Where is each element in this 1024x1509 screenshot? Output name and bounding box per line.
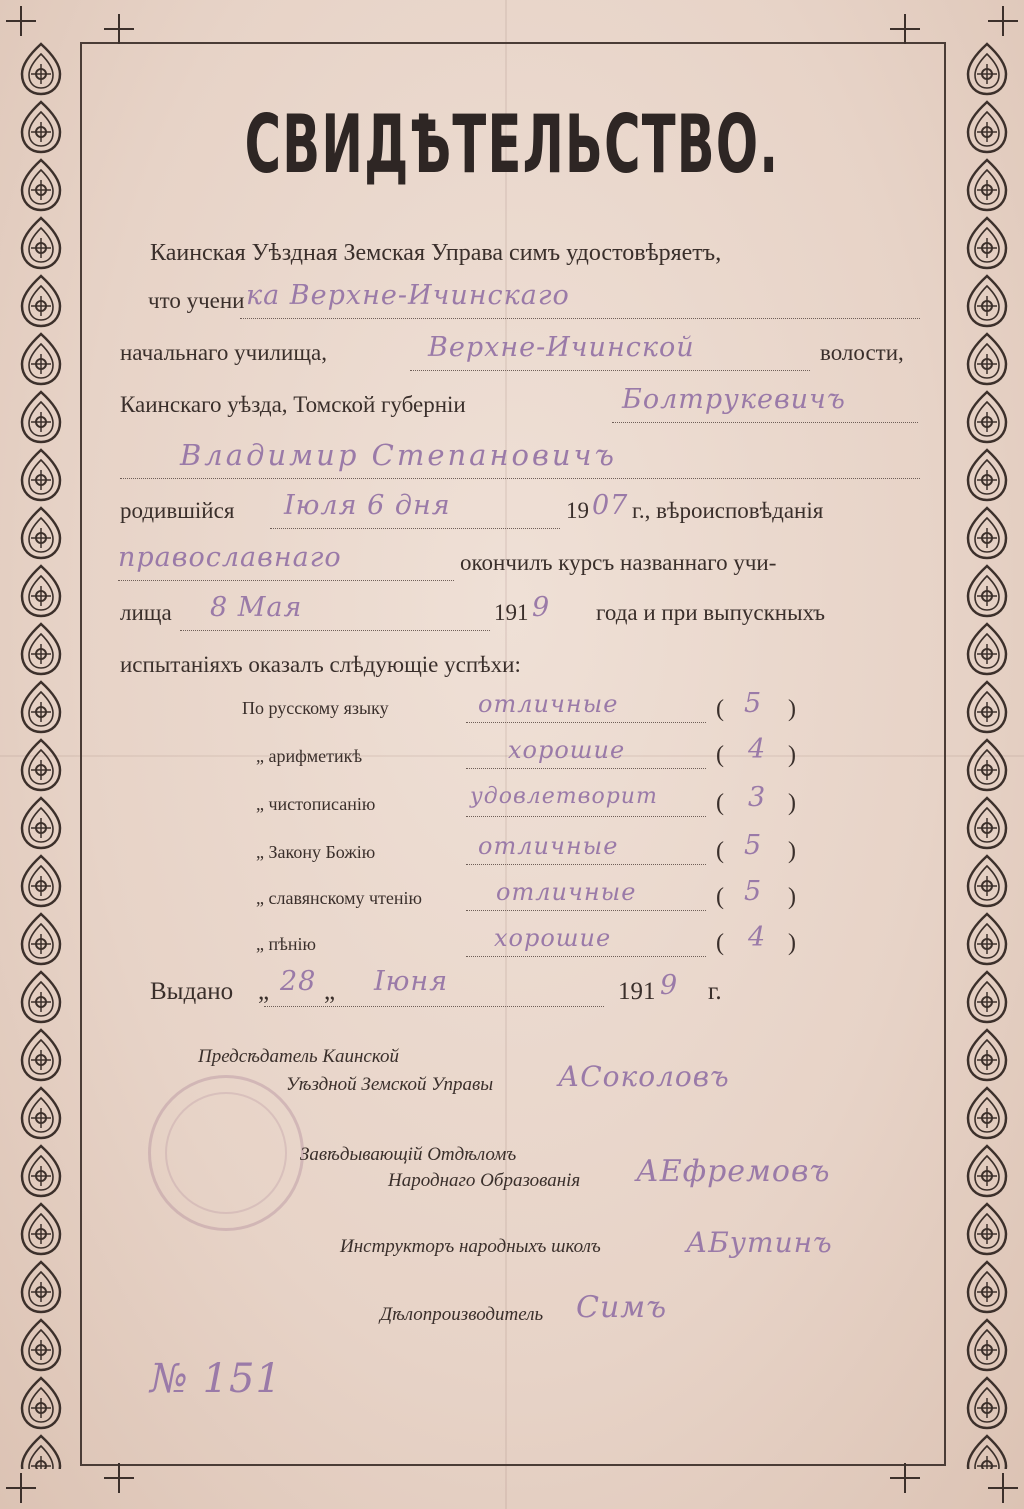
grade-number-hand: 4 xyxy=(748,922,767,953)
religion-suffix: г., вѣроисповѣданія xyxy=(632,498,824,523)
dotted-line xyxy=(120,478,920,479)
dotted-line xyxy=(118,580,454,581)
student-prefix: что учени xyxy=(148,288,245,313)
grade-number-close: ) xyxy=(788,696,796,722)
instructor-signature: АБутинъ xyxy=(686,1226,833,1259)
exams-suffix: года и при выпускныхъ xyxy=(596,600,826,625)
school-name-hand: ка Верхне-Ичинскаго xyxy=(246,280,570,311)
grade-subject: „ чистописанію xyxy=(256,794,376,814)
dotted-line xyxy=(410,370,810,371)
issued-day-hand: 28 xyxy=(280,966,317,997)
surname-hand: Болтрукевичъ xyxy=(622,384,846,415)
document-title: СВИДѢТЕЛЬСТВО. xyxy=(244,98,780,191)
corner-cross-inner-bl xyxy=(104,1463,134,1493)
volost-suffix: волости, xyxy=(820,340,904,365)
grade-number-open: ( xyxy=(716,884,724,910)
frame-top-line xyxy=(80,42,946,44)
dotted-line xyxy=(264,1006,604,1007)
frame-left-line xyxy=(80,42,82,1466)
grade-number-open: ( xyxy=(716,930,724,956)
grade-number-close: ) xyxy=(788,930,796,956)
intro-line: Каинская Уѣздная Земская Управа симъ удостовѣряетъ, xyxy=(150,240,722,266)
frame-right-line xyxy=(944,42,946,1466)
grade-number-close: ) xyxy=(788,838,796,864)
grade-mark-hand: удовлетворит xyxy=(470,784,658,809)
dotted-line xyxy=(466,910,706,911)
dotted-line xyxy=(612,422,918,423)
dotted-line xyxy=(240,318,920,319)
grade-number-open: ( xyxy=(716,838,724,864)
volost-hand: Верхне-Ичинской xyxy=(428,332,695,363)
grade-number-open: ( xyxy=(716,696,724,722)
school-word: лища xyxy=(120,600,172,625)
finished-suffix: окончилъ курсъ названнаго учи- xyxy=(460,550,777,575)
grade-number-open: ( xyxy=(716,742,724,768)
issued-year-print: 191 xyxy=(618,978,656,1005)
dotted-line xyxy=(466,864,706,865)
chair-title-line1: Предсѣдатель Каинской xyxy=(198,1046,400,1067)
issued-quote-open: „ xyxy=(258,978,270,1005)
grade-mark-hand: отличные xyxy=(478,690,619,718)
grade-number-close: ) xyxy=(788,742,796,768)
grade-number-hand: 5 xyxy=(744,830,763,861)
issued-year-hand: 9 xyxy=(660,970,679,1001)
department-head-line2: Народнаго Образованія xyxy=(388,1170,581,1191)
chair-title-line2: Уѣздной Земской Управы xyxy=(286,1074,494,1095)
grade-subject: „ славянскому чтенію xyxy=(256,888,422,908)
school-prefix: начальнаго училища, xyxy=(120,340,327,365)
finish-year-hand: 9 xyxy=(532,592,551,623)
grade-number-hand: 5 xyxy=(744,876,763,907)
dotted-line xyxy=(270,528,560,529)
results-intro: испытаніяхъ оказалъ слѣдующіе успѣхи: xyxy=(120,652,521,677)
document-number-hand: № 151 xyxy=(150,1356,282,1402)
grade-number-open: ( xyxy=(716,790,724,816)
clerk-title: Дѣлопроизводитель xyxy=(380,1304,544,1325)
dotted-line xyxy=(466,956,706,957)
dotted-line xyxy=(466,722,706,723)
grade-number-close: ) xyxy=(788,790,796,816)
grade-subject: По русскому языку xyxy=(242,698,389,718)
issued-quote-close: „ xyxy=(324,978,336,1005)
uezd-prefix: Каинскаго уѣзда, Томской губерніи xyxy=(120,392,466,417)
grade-mark-hand: отличные xyxy=(478,832,619,860)
issued-label: Выдано xyxy=(150,978,234,1005)
issued-suffix: г. xyxy=(708,978,722,1005)
grade-mark-hand: хорошие xyxy=(494,924,612,952)
grade-number-close: ) xyxy=(788,884,796,910)
grade-number-hand: 3 xyxy=(748,782,767,813)
finish-date-hand: 8 Мая xyxy=(210,592,303,623)
grade-subject: „ арифметикѣ xyxy=(256,746,363,766)
dotted-line xyxy=(466,768,706,769)
corner-cross-inner-tr xyxy=(890,14,920,44)
grade-subject: „ пѣнію xyxy=(256,934,316,954)
grade-subject: „ Закону Божію xyxy=(256,842,376,862)
birth-year-print: 19 xyxy=(566,498,589,523)
department-head-signature: АЕфремовъ xyxy=(636,1154,831,1189)
birth-date-hand: Іюля 6 дня xyxy=(284,490,451,521)
chair-signature: АСоколовъ xyxy=(558,1060,730,1093)
ornament-border-right xyxy=(958,40,1016,1469)
clerk-signature: Симъ xyxy=(576,1290,668,1325)
dotted-line xyxy=(466,816,706,817)
department-head-line1: Завѣдывающій Отдѣломъ xyxy=(300,1144,517,1165)
instructor-title: Инструкторъ народныхъ школъ xyxy=(340,1236,601,1257)
grade-number-hand: 5 xyxy=(744,688,763,719)
ornament-border-left xyxy=(12,40,70,1469)
corner-cross-inner-tl xyxy=(104,14,134,44)
grade-mark-hand: хорошие xyxy=(508,736,626,764)
corner-cross-inner-br xyxy=(890,1463,920,1493)
birth-year-hand: 07 xyxy=(592,490,629,521)
religion-hand: православнаго xyxy=(118,542,342,573)
issued-month-hand: Іюня xyxy=(374,966,449,997)
corner-cross-tr xyxy=(988,6,1018,36)
finish-year-print: 191 xyxy=(494,600,529,625)
born-prefix: родившійся xyxy=(120,498,235,523)
grade-number-hand: 4 xyxy=(748,734,767,765)
grade-mark-hand: отличные xyxy=(496,878,637,906)
round-stamp-seal xyxy=(148,1075,304,1231)
corner-cross-br xyxy=(988,1473,1018,1503)
given-name-hand: Владимир Степановичъ xyxy=(180,438,617,472)
dotted-line xyxy=(180,630,490,631)
corner-cross-tl xyxy=(6,6,36,36)
corner-cross-bl xyxy=(6,1473,36,1503)
frame-bottom-line xyxy=(80,1464,946,1466)
